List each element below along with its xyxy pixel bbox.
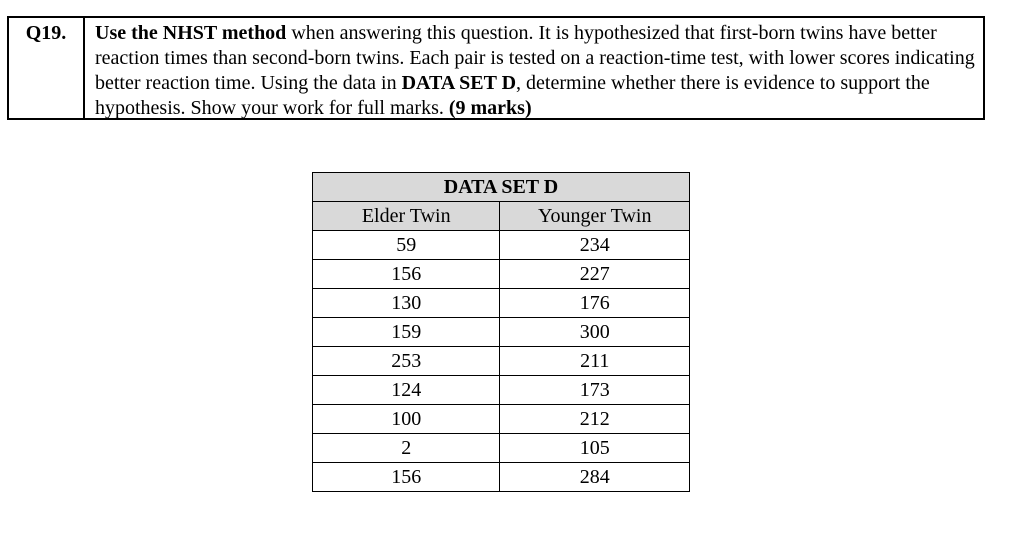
younger-twin-cell: 211 [500, 347, 690, 376]
question-body-part1: when answering this question. It is hypothesized that first-born twins have better reaction times than second-born twins. Each pair is tested on a reaction-time test, with lower scores indicating better reaction time. Using the data in [95, 22, 975, 94]
elder-twin-cell: 2 [313, 434, 500, 463]
elder-twin-cell: 59 [313, 231, 500, 260]
table-row [313, 347, 690, 376]
column-header-elder-twin: Elder Twin [313, 202, 500, 231]
table-row [313, 289, 690, 318]
younger-twin-cell: 173 [500, 376, 690, 405]
table-row [313, 463, 690, 492]
elder-twin-cell: 156 [313, 260, 500, 289]
younger-twin-cell: 176 [500, 289, 690, 318]
younger-twin-cell: 105 [500, 434, 690, 463]
data-set-table [312, 172, 690, 492]
younger-twin-cell: 284 [500, 463, 690, 492]
elder-twin-cell: 124 [313, 376, 500, 405]
table-row [313, 318, 690, 347]
marks-value: (9 marks) [448, 97, 532, 119]
younger-twin-cell: 212 [500, 405, 690, 434]
younger-twin-cell: 300 [500, 318, 690, 347]
table-row [313, 434, 690, 463]
column-header-younger-twin: Younger Twin [500, 202, 690, 231]
elder-twin-cell: 130 [313, 289, 500, 318]
younger-twin-cell: 234 [500, 231, 690, 260]
question-body-part2: , determine whether there is evidence to support the hypothesis. Show your work for full marks. [95, 72, 930, 119]
table-row [313, 231, 690, 260]
younger-twin-cell: 227 [500, 260, 690, 289]
elder-twin-cell: 159 [313, 318, 500, 347]
table-row [313, 405, 690, 434]
table-title: DATA SET D [313, 173, 690, 202]
table-row [313, 260, 690, 289]
question-number: Q19. [9, 18, 85, 118]
elder-twin-cell: 253 [313, 347, 500, 376]
question-box [7, 16, 985, 120]
method-instruction: Use the NHST method [95, 22, 287, 44]
dataset-reference: DATA SET D [401, 72, 517, 94]
question-text [85, 18, 983, 118]
elder-twin-cell: 156 [313, 463, 500, 492]
table-row [313, 376, 690, 405]
elder-twin-cell: 100 [313, 405, 500, 434]
